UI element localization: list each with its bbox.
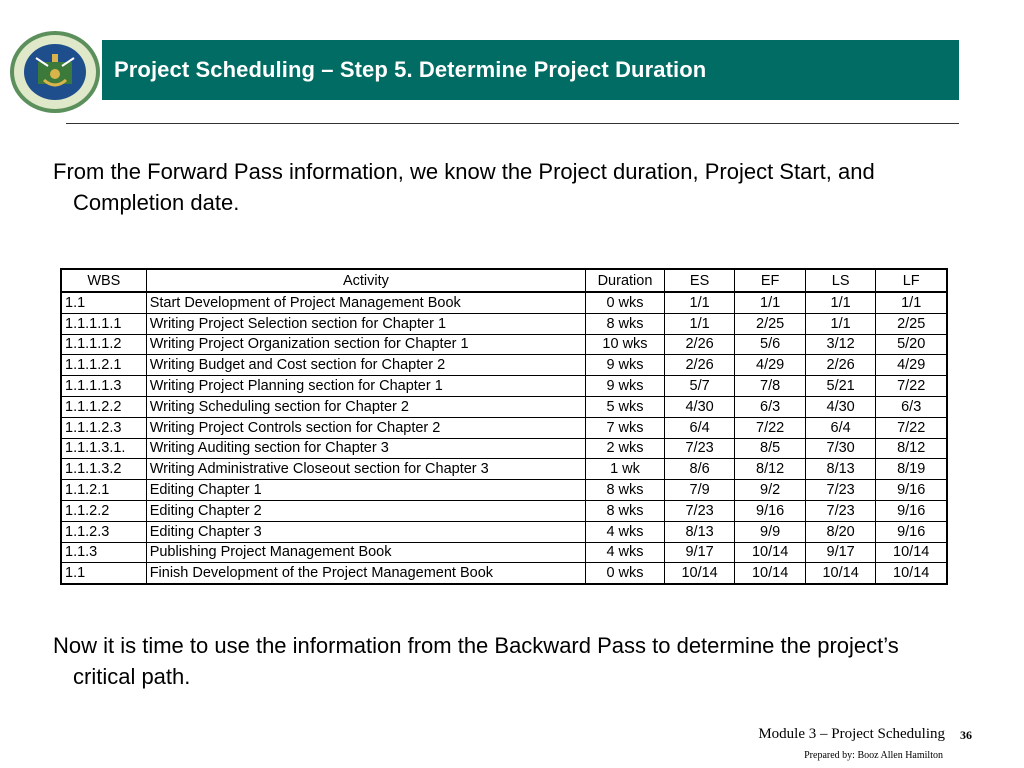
column-header-ef: EF — [735, 269, 806, 292]
cell-duration: 5 wks — [586, 396, 665, 417]
cell-activity: Writing Project Organization section for Chapter 1 — [146, 334, 585, 355]
cell-ef: 7/22 — [735, 417, 806, 438]
cell-activity: Writing Project Controls section for Chapter 2 — [146, 417, 585, 438]
column-header-duration: Duration — [586, 269, 665, 292]
cell-activity: Writing Administrative Closeout section for Chapter 3 — [146, 459, 585, 480]
cell-activity: Start Development of Project Management Book — [146, 292, 585, 313]
cell-ef: 6/3 — [735, 396, 806, 417]
cell-duration: 9 wks — [586, 376, 665, 397]
table-row — [61, 355, 947, 376]
cell-activity: Writing Budget and Cost section for Chapter 2 — [146, 355, 585, 376]
table-row — [61, 459, 947, 480]
cell-wbs: 1.1.3 — [61, 542, 146, 563]
doe-seal-logo — [8, 30, 102, 114]
cell-ef: 9/16 — [735, 500, 806, 521]
cell-activity: Editing Chapter 3 — [146, 521, 585, 542]
table-header-row — [61, 269, 947, 292]
cell-ls: 7/23 — [805, 500, 876, 521]
cell-es: 1/1 — [664, 313, 735, 334]
cell-ls: 8/13 — [805, 459, 876, 480]
cell-ls: 1/1 — [805, 292, 876, 313]
cell-ef: 8/5 — [735, 438, 806, 459]
title-bar — [102, 40, 959, 100]
cell-duration: 8 wks — [586, 480, 665, 501]
cell-wbs: 1.1.1.3.1. — [61, 438, 146, 459]
table-row — [61, 542, 947, 563]
cell-duration: 10 wks — [586, 334, 665, 355]
cell-duration: 4 wks — [586, 521, 665, 542]
cell-ls: 1/1 — [805, 313, 876, 334]
cell-lf: 8/19 — [876, 459, 947, 480]
cell-duration: 0 wks — [586, 563, 665, 584]
table-row — [61, 292, 947, 313]
cell-ef: 10/14 — [735, 563, 806, 584]
cell-activity: Finish Development of the Project Management Book — [146, 563, 585, 584]
schedule-table — [60, 268, 948, 585]
cell-es: 4/30 — [664, 396, 735, 417]
column-header-ls: LS — [805, 269, 876, 292]
cell-wbs: 1.1.1.3.2 — [61, 459, 146, 480]
cell-es: 8/6 — [664, 459, 735, 480]
cell-ef: 4/29 — [735, 355, 806, 376]
cell-ef: 5/6 — [735, 334, 806, 355]
cell-duration: 0 wks — [586, 292, 665, 313]
column-header-lf: LF — [876, 269, 947, 292]
cell-activity: Editing Chapter 2 — [146, 500, 585, 521]
cell-lf: 10/14 — [876, 563, 947, 584]
outro-paragraph: Now it is time to use the information from the Backward Pass to determine the project’s critical path. — [53, 633, 899, 689]
cell-lf: 4/29 — [876, 355, 947, 376]
cell-ef: 9/9 — [735, 521, 806, 542]
table-row — [61, 376, 947, 397]
cell-es: 7/9 — [664, 480, 735, 501]
cell-wbs: 1.1.1.2.3 — [61, 417, 146, 438]
footer-module-label: Module 3 – Project Scheduling — [758, 726, 945, 742]
cell-ls: 5/21 — [805, 376, 876, 397]
cell-ls: 7/23 — [805, 480, 876, 501]
cell-duration: 4 wks — [586, 542, 665, 563]
cell-wbs: 1.1.2.3 — [61, 521, 146, 542]
table-row — [61, 334, 947, 355]
cell-ls: 3/12 — [805, 334, 876, 355]
cell-lf: 1/1 — [876, 292, 947, 313]
intro-paragraph: From the Forward Pass information, we know the Project duration, Project Start, and Completion date. — [53, 159, 875, 215]
cell-duration: 8 wks — [586, 313, 665, 334]
cell-ef: 1/1 — [735, 292, 806, 313]
cell-wbs: 1.1.1.1.2 — [61, 334, 146, 355]
cell-es: 8/13 — [664, 521, 735, 542]
table-row — [61, 313, 947, 334]
cell-ls: 6/4 — [805, 417, 876, 438]
table-row — [61, 500, 947, 521]
footer-prepared-by: Prepared by: Booz Allen Hamilton — [804, 750, 943, 761]
table-row — [61, 396, 947, 417]
cell-ef: 2/25 — [735, 313, 806, 334]
table-row — [61, 417, 947, 438]
cell-wbs: 1.1.1.1.1 — [61, 313, 146, 334]
cell-es: 9/17 — [664, 542, 735, 563]
cell-ls: 7/30 — [805, 438, 876, 459]
cell-lf: 9/16 — [876, 500, 947, 521]
cell-lf: 9/16 — [876, 480, 947, 501]
cell-wbs: 1.1.1.2.1 — [61, 355, 146, 376]
cell-duration: 9 wks — [586, 355, 665, 376]
cell-activity: Writing Scheduling section for Chapter 2 — [146, 396, 585, 417]
cell-es: 7/23 — [664, 500, 735, 521]
cell-activity: Editing Chapter 1 — [146, 480, 585, 501]
cell-wbs: 1.1.2.2 — [61, 500, 146, 521]
cell-wbs: 1.1 — [61, 292, 146, 313]
cell-duration: 2 wks — [586, 438, 665, 459]
cell-activity: Writing Project Planning section for Chapter 1 — [146, 376, 585, 397]
table-row — [61, 521, 947, 542]
cell-es: 6/4 — [664, 417, 735, 438]
cell-ef: 7/8 — [735, 376, 806, 397]
page-title: Project Scheduling – Step 5. Determine Project Duration — [114, 57, 707, 82]
cell-duration: 1 wk — [586, 459, 665, 480]
cell-activity: Writing Project Selection section for Chapter 1 — [146, 313, 585, 334]
table-row — [61, 438, 947, 459]
cell-wbs: 1.1.2.1 — [61, 480, 146, 501]
cell-es: 7/23 — [664, 438, 735, 459]
cell-ls: 8/20 — [805, 521, 876, 542]
cell-es: 2/26 — [664, 334, 735, 355]
cell-es: 2/26 — [664, 355, 735, 376]
cell-wbs: 1.1 — [61, 563, 146, 584]
cell-lf: 2/25 — [876, 313, 947, 334]
cell-lf: 7/22 — [876, 417, 947, 438]
cell-wbs: 1.1.1.1.3 — [61, 376, 146, 397]
cell-lf: 9/16 — [876, 521, 947, 542]
cell-ef: 10/14 — [735, 542, 806, 563]
cell-activity: Publishing Project Management Book — [146, 542, 585, 563]
page-number: 36 — [960, 728, 972, 742]
cell-ls: 10/14 — [805, 563, 876, 584]
cell-es: 5/7 — [664, 376, 735, 397]
column-header-es: ES — [664, 269, 735, 292]
cell-duration: 7 wks — [586, 417, 665, 438]
column-header-wbs: WBS — [61, 269, 146, 292]
cell-lf: 10/14 — [876, 542, 947, 563]
cell-lf: 7/22 — [876, 376, 947, 397]
table-row — [61, 480, 947, 501]
cell-wbs: 1.1.1.2.2 — [61, 396, 146, 417]
cell-lf: 5/20 — [876, 334, 947, 355]
column-header-activity: Activity — [146, 269, 585, 292]
cell-lf: 6/3 — [876, 396, 947, 417]
cell-ls: 2/26 — [805, 355, 876, 376]
cell-es: 1/1 — [664, 292, 735, 313]
cell-es: 10/14 — [664, 563, 735, 584]
cell-duration: 8 wks — [586, 500, 665, 521]
cell-ef: 9/2 — [735, 480, 806, 501]
table-row — [61, 563, 947, 584]
cell-activity: Writing Auditing section for Chapter 3 — [146, 438, 585, 459]
cell-lf: 8/12 — [876, 438, 947, 459]
cell-ls: 9/17 — [805, 542, 876, 563]
title-divider — [66, 123, 959, 124]
cell-ls: 4/30 — [805, 396, 876, 417]
cell-ef: 8/12 — [735, 459, 806, 480]
